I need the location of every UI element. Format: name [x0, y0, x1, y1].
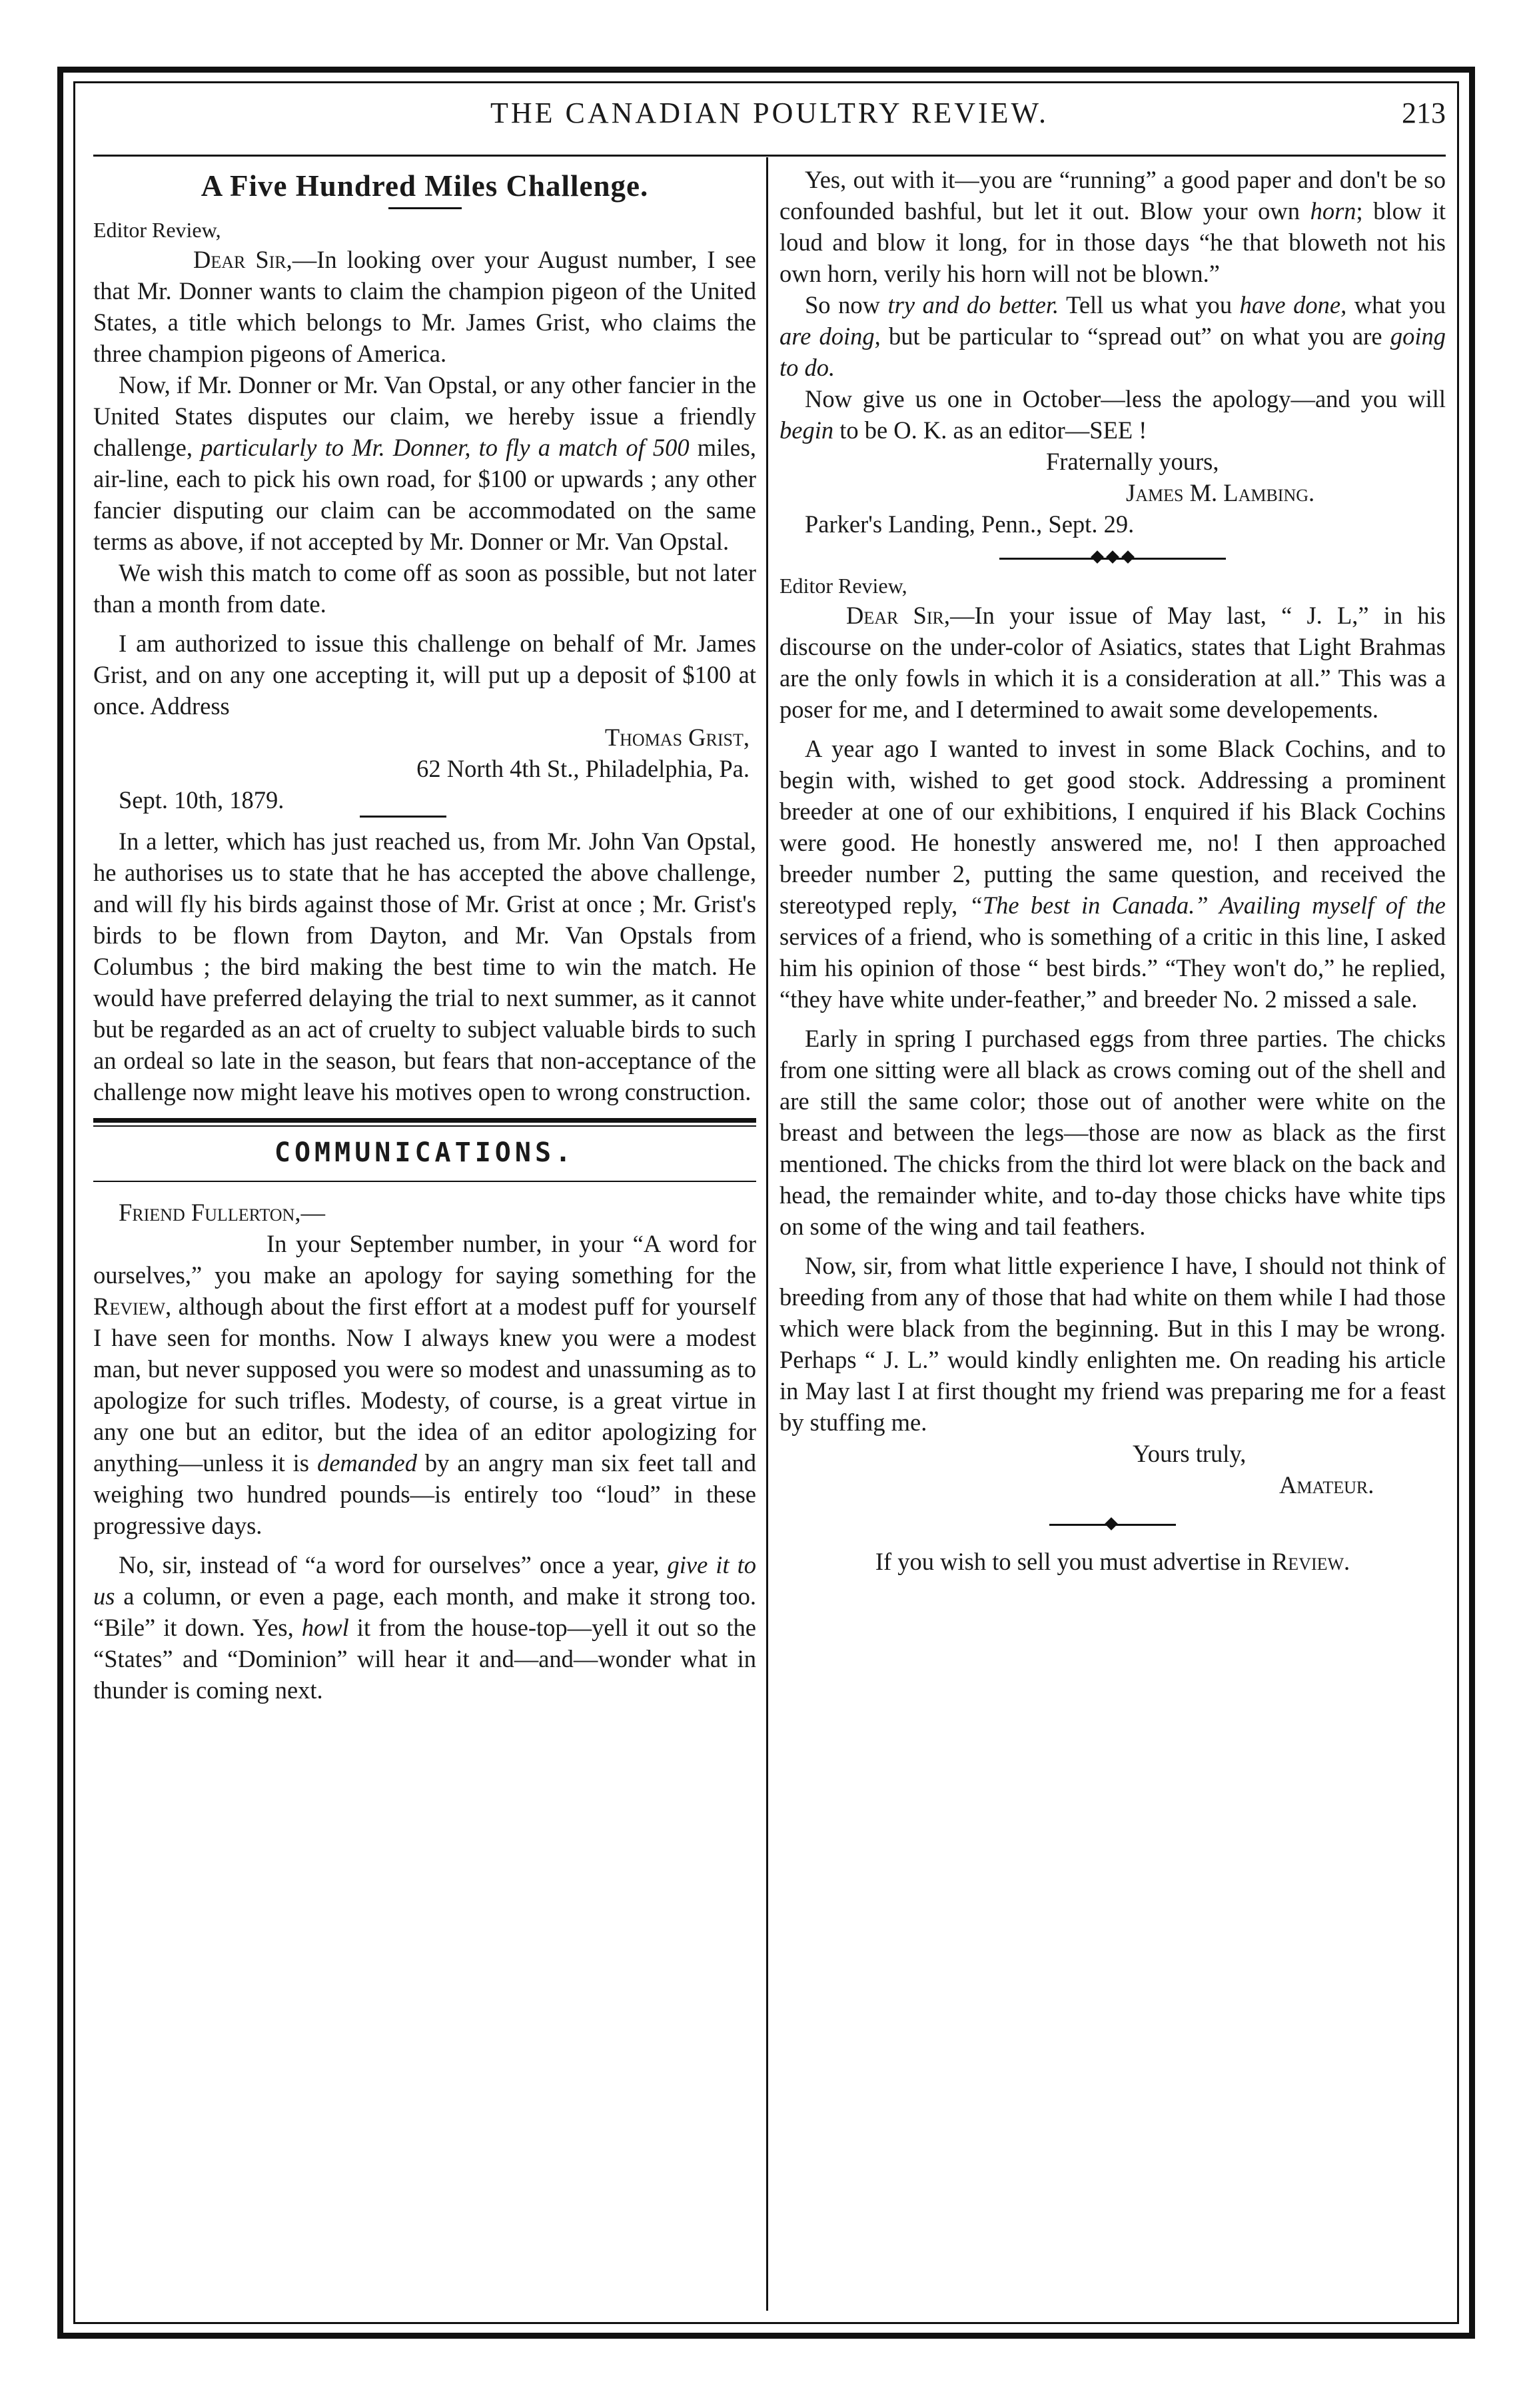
communications-paragraph-2: No, sir, instead of “a word for ourselves” once a year, give it to us a column, or even a page, each month, and make it strong too. “Bile” it down. Yes, howl it from the house-top—yell it out so the “States” and “Dominion” will hear it and—and—wonder what in thunder is coming next. [93, 1551, 757, 1704]
amateur-closing: Yours truly, [1133, 1440, 1247, 1467]
communications-paragraph-4: So now try and do better. Tell us what you have done, what you are doing, but be particular to “spread out” on what you are going to do. [779, 291, 1446, 381]
ornament-rule-small [1049, 1518, 1176, 1531]
column-divider [766, 157, 768, 2311]
communications-signer: James M. Lambing. [1126, 479, 1315, 506]
amateur-paragraph-1: Dear Sir,—In your issue of May last, “ J. L,” in his discourse on the under-color of Asiatics, states that Light Brahmas are the only fowls in which it is a consideration at all.” This was a poser for me, and I determined to await some developements. [779, 602, 1446, 723]
challenge-paragraph-2: Now, if Mr. Donner or Mr. Van Opstal, or any other fancier in the United States disputes our claim, we hereby issue a friendly challenge, particularly to Mr. Donner, to fly a match of 500 miles, air-line, each to pick his own road, for $100 or upwards ; any other fancier disputing our claim can be accommodated on the same terms as above, if not accepted by Mr. Donner or Mr. Van Opstal. [93, 371, 756, 555]
section-divider-bottom [93, 1181, 756, 1182]
right-column [779, 164, 1446, 1577]
header-rule [93, 155, 1446, 157]
challenge-reply: In a letter, which has just reached us, from Mr. John Van Opstal, he authorises us to state that he has accepted the above challenge, and will fly his birds against those of Mr. Grist at once ; Mr. Grist's birds to be flown from Dayton, and Mr. Van Opstals from Columbus ; the bird making the best time to win the match. He would have preferred delaying the trial to next summer, as it cannot but be regarded as an act of cruelty to subject valuable birds to such an ordeal so late in the season, but fears that non-acceptance of the challenge now might leave his motives open to wrong construction. [93, 828, 756, 1105]
challenge-salutation: Editor Review, [93, 218, 221, 242]
amateur-salutation: Editor Review, [779, 574, 907, 598]
amateur-signer: Amateur. [1279, 1471, 1374, 1499]
communications-paragraph-1: In your September number, in your “A word for ourselves,” you make an apology for saying something for the Review, although about the first effort at a modest puff for yourself I have seen for months. Now I always knew you were a modest man, but never supposed you were so modest and unassuming as to apologize for such trifles. Modesty, of course, is a great virtue in any one but an editor, but the idea of an editor apologizing for anything—unless it is demanded by an angry man six feet tall and weighing two hundred pounds—is entirely too “loud” in these progressive days. [93, 1230, 756, 1539]
title-rule [388, 207, 462, 209]
advertise-note: If you wish to sell you must advertise in Review. [875, 1548, 1350, 1575]
ornament-rule [999, 552, 1226, 565]
journal-title: THE CANADIAN POULTRY REVIEW. [490, 97, 1049, 129]
amateur-paragraph-3: Early in spring I purchased eggs from three parties. The chicks from one sitting were all black as crows coming out of the shell and are still the same color; those out of another were white on the breast and between the legs—those are now as black as the first mentioned. The chicks from the third lot were black on the back and head, the remainder white, and to-day those chicks have white tips on some of the wing and tail feathers. [779, 1025, 1446, 1240]
communications-paragraph-3: Yes, out with it—you are “running” a good paper and don't be so confounded bashful, but let it out. Blow your own horn; blow it loud and blow it long, for in those days “he that bloweth not his own horn, verily his horn will not be blown.” [779, 166, 1446, 287]
challenge-signer: Thomas Grist, [604, 724, 750, 751]
amateur-paragraph-2: A year ago I wanted to invest in some Black Cochins, and to begin with, wished to get good stock. Addressing a prominent breeder at one of our exhibitions, I enquired if his Black Cochins were good. He honestly answered me, no! I then approached breeder number 2, putting the same question, and received the stereotyped reply, “The best in Canada.” Availing myself of the services of a friend, who is something of a critic in this line, I asked him his opinion of those “ best birds.” “They won't do,” he replied, “they have white under-feather,” and breeder No. 2 missed a sale. [779, 735, 1446, 1013]
communications-title: COMMUNICATIONS. [274, 1137, 576, 1168]
challenge-paragraph-4: I am authorized to issue this challenge on behalf of Mr. James Grist, and on any one accepting it, will put up a deposit of $100 at once. Address [93, 630, 756, 720]
left-column [93, 164, 756, 1706]
communications-paragraph-5: Now give us one in October—less the apology—and you will begin to be O. K. as an editor—SEE ! [779, 385, 1446, 444]
challenge-date: Sept. 10th, 1879. [119, 786, 284, 814]
running-head [93, 88, 1446, 148]
dear-sir-label: Dear Sir, [193, 246, 292, 273]
challenge-address: 62 North 4th St., Philadelphia, Pa. [416, 755, 750, 782]
amateur-paragraph-4: Now, sir, from what little experience I have, I should not think of breeding from any of those that had white on them while I had those which were black from the beginning. But in this I may be wrong. Perhaps “ J. L.” would kindly enlighten me. On reading his article in May last I at first thought my friend was preparing me for a feast by stuffing me. [779, 1252, 1446, 1436]
challenge-paragraph-1: Dear Sir,—In looking over your August number, I see that Mr. Donner wants to claim the champion pigeon of the United States, a title which belongs to Mr. James Grist, who claims the three champion pigeons of America. [93, 246, 756, 367]
communications-greeting: Friend Fullerton,— [119, 1199, 325, 1226]
communications-closing: Fraternally yours, [1046, 448, 1219, 475]
communications-place-date: Parker's Landing, Penn., Sept. 29. [805, 510, 1135, 538]
challenge-title: A Five Hundred Miles Challenge. [201, 169, 649, 203]
reply-rule [360, 816, 446, 818]
section-divider-top [93, 1118, 756, 1127]
page-number: 213 [1402, 97, 1446, 129]
challenge-paragraph-3: We wish this match to come off as soon as possible, but not later than a month from date. [93, 559, 756, 618]
